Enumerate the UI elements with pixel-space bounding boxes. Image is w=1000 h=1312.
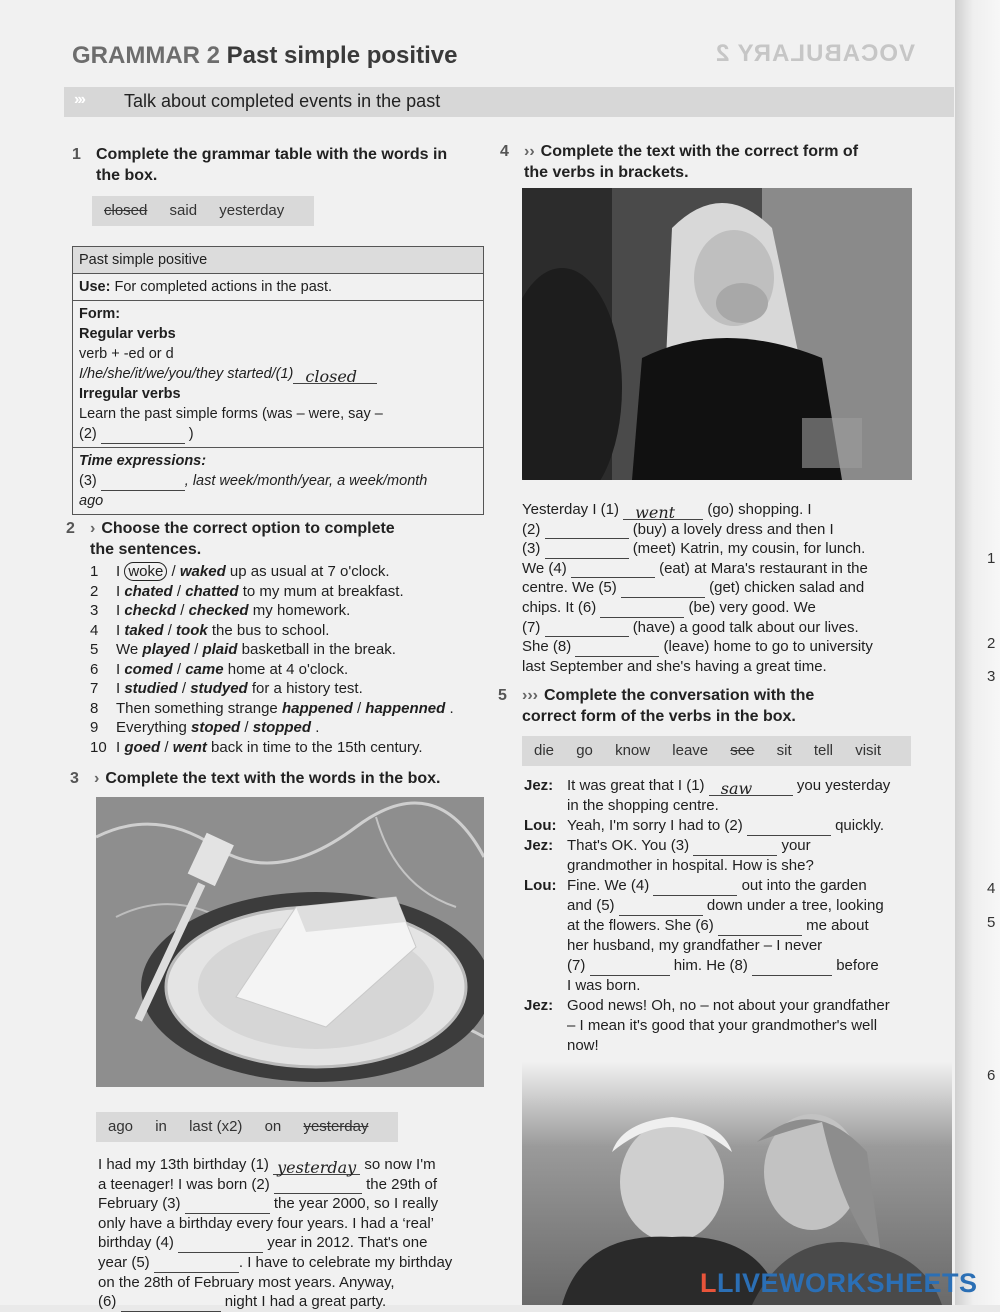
- option-a[interactable]: goed: [124, 738, 161, 756]
- section-title: Past simple positive: [226, 42, 458, 69]
- ex2-instruction: 2 › Choose the correct option to complete the sentences.: [66, 520, 395, 558]
- sentence-item: 10 I goed / went back in time to the 15th century.: [90, 738, 423, 756]
- edge-number: 3: [987, 668, 996, 685]
- sentence-item: 9 Everything stoped / stopped .: [90, 719, 320, 736]
- option-b[interactable]: took: [176, 621, 208, 639]
- ex4-blank-5[interactable]: [621, 581, 705, 598]
- subtitle-bar: [64, 87, 954, 117]
- sentence-item: 1 I woke / waked up as usual at 7 o'clock.: [90, 563, 390, 580]
- ex4-blank-1[interactable]: went: [623, 503, 703, 520]
- grammar-table: [72, 246, 484, 515]
- sentence-item: 7 I studied / studyed for a history test.: [90, 680, 363, 697]
- edge-number: 1: [987, 550, 996, 567]
- table-head: Past simple positive: [73, 247, 483, 274]
- box-word: see: [730, 742, 755, 759]
- option-a[interactable]: happened: [281, 699, 353, 717]
- ex5-blank-8[interactable]: [752, 959, 832, 976]
- next-page-edge: [955, 0, 1000, 1305]
- speaker-lou: Lou:: [524, 817, 557, 834]
- ex4-blank-3[interactable]: [545, 542, 629, 559]
- table-form: Form: Regular verbs verb + -ed or d I/he/she/it/we/you/they started/(1) closed Irregular verbs Learn the past simple forms (was – were, say – (2) ): [73, 301, 483, 448]
- ex2-sentences: [90, 562, 454, 757]
- speaker-jez: Jez:: [524, 777, 554, 794]
- box-word: sit: [776, 742, 792, 759]
- option-b[interactable]: came: [185, 660, 224, 678]
- box-word: die: [534, 742, 555, 759]
- speaker-jez: Jez:: [524, 837, 554, 854]
- ex3-instruction: 3 › Complete the text with the words in the box.: [70, 770, 441, 787]
- box-word: ago: [108, 1118, 134, 1135]
- option-b[interactable]: waked: [179, 563, 226, 580]
- option-b[interactable]: plaid: [202, 641, 238, 658]
- option-a[interactable]: taked: [124, 621, 164, 639]
- bleed-through-title: VOCABULARY 2: [715, 40, 916, 67]
- option-b[interactable]: checked: [188, 602, 249, 619]
- ex3-blank-1[interactable]: yesterday: [273, 1158, 360, 1175]
- box-word: said: [169, 202, 198, 219]
- ex4-blank-6[interactable]: [600, 601, 684, 618]
- box-word: yesterday: [219, 202, 285, 219]
- answer-blank-1[interactable]: closed: [293, 367, 377, 384]
- ex3-word-box: [96, 1112, 398, 1142]
- sentence-item: 4 I taked / took the bus to school.: [90, 621, 330, 639]
- option-a[interactable]: studied: [124, 680, 178, 697]
- option-b[interactable]: studyed: [190, 680, 248, 697]
- option-b[interactable]: stopped: [252, 719, 312, 736]
- answer-blank-2[interactable]: [101, 427, 185, 444]
- sentence-item: 8 Then something strange happened / happenned .: [90, 699, 454, 717]
- box-word: visit: [855, 742, 882, 759]
- ex4-instruction: 4 ›› Complete the text with the correct form of the verbs in brackets.: [500, 143, 859, 181]
- ex3-blank-2[interactable]: [274, 1177, 362, 1194]
- table-use: Use: For completed actions in the past.: [73, 274, 483, 301]
- option-a[interactable]: comed: [124, 660, 173, 678]
- ex5-word-box: [522, 736, 911, 766]
- ex1-instruction: 1 Complete the grammar table with the words in the box.: [72, 146, 448, 184]
- ex1-word-box: [92, 196, 314, 226]
- liveworksheets-watermark: LLIVEWORKSHEETS: [700, 1268, 978, 1298]
- ex3-blank-6[interactable]: [121, 1295, 221, 1312]
- box-word: go: [576, 742, 593, 759]
- ex3-text: I had my 13th birthday (1) yesterday so now I'm a teenager! I was born (2) the 29th of February (3) the year 2000, so I really only have a birthday every four years. I had a ‘real’ birthday (4) year in 2012. That's one year (5) . I have to celebrate my birthday on the 28th of February most years. Anyway, (6) night I had a great party.: [98, 1156, 453, 1311]
- speaker-jez: Jez:: [524, 997, 554, 1014]
- box-word: leave: [672, 742, 709, 759]
- ex5-blank-3[interactable]: [693, 839, 777, 856]
- girl-illustration: [522, 188, 912, 480]
- page-title: [72, 42, 457, 70]
- option-a[interactable]: chated: [124, 582, 173, 600]
- ex5-blank-5[interactable]: [619, 899, 703, 916]
- box-word: closed: [104, 202, 148, 219]
- ex4-blank-2[interactable]: [545, 522, 629, 539]
- ex3-blank-3[interactable]: [185, 1197, 270, 1214]
- option-a[interactable]: played: [142, 641, 190, 658]
- ex3-blank-5[interactable]: [154, 1256, 239, 1273]
- edge-number: 6: [987, 1067, 996, 1084]
- ex5-blank-4[interactable]: [653, 879, 737, 896]
- laughing-girl-photo: [522, 188, 912, 480]
- edge-number: 2: [987, 635, 996, 652]
- ex5-blank-1[interactable]: saw: [709, 779, 793, 796]
- option-b[interactable]: went: [172, 738, 207, 756]
- section-label: GRAMMAR 2: [72, 42, 220, 69]
- ex5-blank-6[interactable]: [718, 919, 802, 936]
- ex5-blank-7[interactable]: [590, 959, 670, 976]
- edge-number: 4: [987, 880, 996, 897]
- sentence-item: 5 We played / plaid basketball in the break.: [90, 641, 396, 658]
- ex4-blank-4[interactable]: [571, 561, 655, 578]
- box-word: yesterday: [303, 1118, 369, 1135]
- speaker-lou: Lou:: [524, 877, 557, 894]
- option-b[interactable]: happenned: [365, 699, 446, 717]
- ex5-blank-2[interactable]: [747, 819, 831, 836]
- ex4-blank-8[interactable]: [575, 640, 659, 657]
- sentence-item: 2 I chated / chatted to my mum at breakfast.: [90, 582, 404, 600]
- logo-letter: L: [700, 1268, 717, 1298]
- cake-photo: [96, 797, 484, 1087]
- box-word: tell: [813, 742, 834, 759]
- ex3-blank-4[interactable]: [178, 1236, 263, 1253]
- ex4-text: Yesterday I (1) went (go) shopping. I (2) (buy) a lovely dress and then I (3) (meet) Katrin, my cousin, for lunch. We (4) (eat) at Mara's restaurant in the centre. We (5) (get) chicken salad and chips. It (6) (be) very good. We (7) (have) a good talk about our lives. She (8) (leave) home to go to university last September and she's having a great time.: [522, 501, 873, 675]
- subtitle: Talk about completed events in the past: [124, 91, 441, 111]
- option-b[interactable]: chatted: [185, 582, 239, 600]
- option-a[interactable]: woke: [124, 562, 167, 581]
- cake-illustration: [96, 797, 484, 1087]
- box-word: in: [155, 1118, 167, 1135]
- sentence-item: 6 I comed / came home at 4 o'clock.: [90, 660, 349, 678]
- table-time: Time expressions: (3) , last week/month/year, a week/month ago: [79, 453, 428, 509]
- box-word: know: [615, 742, 651, 759]
- ex5-instruction: 5 ››› Complete the conversation with the correct form of the verbs in the box.: [498, 687, 815, 725]
- answer-blank-3[interactable]: [101, 474, 185, 491]
- box-word: last (x2): [189, 1118, 243, 1135]
- option-a[interactable]: checkd: [124, 602, 177, 619]
- ex4-blank-7[interactable]: [545, 620, 629, 637]
- sentence-item: 3 I checkd / checked my homework.: [90, 602, 351, 619]
- option-a[interactable]: stoped: [191, 719, 241, 736]
- box-word: on: [264, 1118, 282, 1135]
- edge-number: 5: [987, 914, 996, 931]
- arrows-icon: ›››: [74, 91, 84, 108]
